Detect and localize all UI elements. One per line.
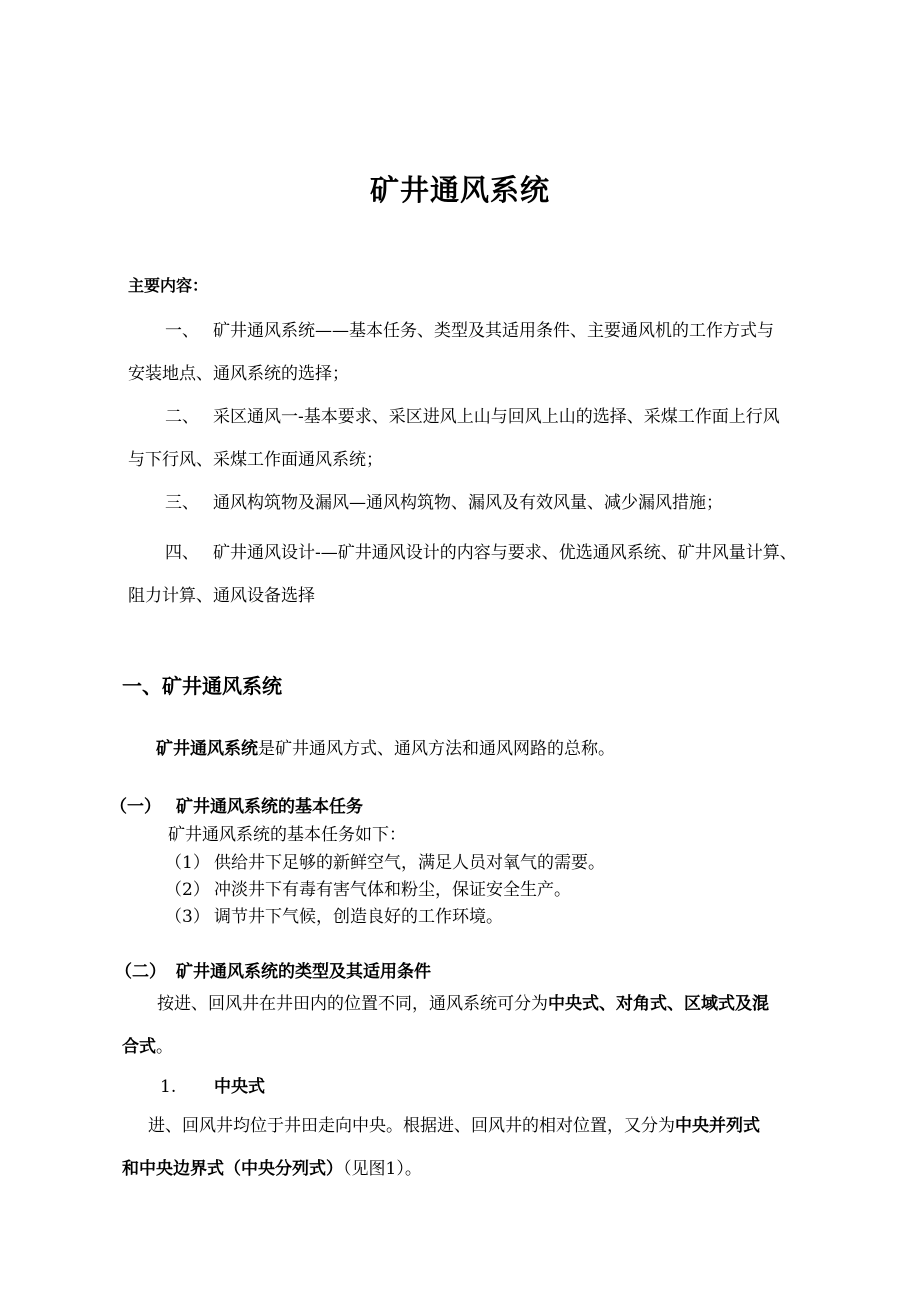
outline-item-2-line-2: 与下行风、采煤工作面通风系统； — [128, 450, 383, 470]
type-item-1-number: 1. — [160, 1077, 177, 1097]
outline-item-2-number: 二、 — [165, 407, 199, 427]
central-paragraph-end: （见图1）。 — [343, 1159, 422, 1179]
section-1-heading: 一、矿井通风系统 — [122, 674, 282, 698]
central-paragraph-text: 进、回风井均位于井田走向中央。根据进、回风井的相对位置，又分为 — [148, 1116, 675, 1136]
main-content-label: 主要内容： — [128, 276, 209, 295]
types-list-bold-continued: 合式 — [122, 1037, 156, 1057]
task-item-1-text: 供给井下足够的新鲜空气，满足人员对氧气的需要。 — [214, 853, 605, 873]
subsection-2-title: 矿井通风系统的类型及其适用条件 — [176, 962, 431, 982]
outline-item-3-line-1 — [165, 488, 723, 513]
task-item-2 — [165, 875, 571, 900]
outline-item-4-text: 矿井通风设计-—矿井通风设计的内容与要求、优选通风系统、矿井风量计算、 — [213, 543, 797, 563]
types-paragraph-text: 按进、回风井在井田内的位置不同，通风系统可分为 — [157, 994, 548, 1014]
central-parallel-bold: 中央并列式 — [675, 1116, 760, 1136]
subsection-1-title: 矿井通风系统的基本任务 — [176, 797, 363, 817]
outline-item-1-number: 一、 — [165, 321, 199, 341]
task-item-3-text: 调节井下气候，创造良好的工作环境。 — [214, 907, 503, 927]
outline-item-1-text: 矿井通风系统——基本任务、类型及其适用条件、主要通风机的工作方式与 — [213, 321, 774, 341]
types-paragraph-end: 。 — [156, 1037, 173, 1057]
outline-item-3-number: 三、 — [165, 493, 199, 513]
type-item-1-heading — [160, 1072, 265, 1097]
types-list-bold: 中央式、对角式、区域式及混 — [548, 994, 769, 1014]
task-item-2-text: 冲淡井下有毒有害气体和粉尘，保证安全生产。 — [214, 880, 571, 900]
central-paragraph-line-1 — [148, 1111, 760, 1136]
task-item-1 — [165, 848, 605, 873]
outline-item-3-text: 通风构筑物及漏风—通风构筑物、漏风及有效风量、减少漏风措施； — [213, 493, 723, 513]
task-item-1-number: （1） — [165, 853, 210, 873]
outline-item-4-line-2: 阻力计算、通风设备选择 — [128, 586, 315, 606]
subsection-2-heading — [115, 957, 431, 982]
task-item-3 — [165, 902, 503, 927]
outline-item-2-line-1 — [165, 402, 780, 427]
subsection-1-number: （一） — [110, 797, 161, 817]
outline-item-1-line-2: 安装地点、通风系统的选择； — [128, 364, 349, 384]
subsection-2-number: （二） — [115, 962, 166, 982]
subsection-1-heading — [110, 792, 363, 817]
task-item-3-number: （3） — [165, 907, 210, 927]
types-paragraph-line-2 — [122, 1032, 173, 1057]
outline-item-4-number: 四、 — [165, 543, 199, 563]
subsection-1-intro: 矿井通风系统的基本任务如下： — [168, 825, 406, 845]
type-item-1-title: 中央式 — [214, 1077, 265, 1097]
outline-item-2-text: 采区通风一-基本要求、采区进风上山与回风上山的选择、采煤工作面上行风 — [213, 407, 780, 427]
types-paragraph-line-1 — [157, 989, 769, 1014]
definition-term: 矿井通风系统 — [156, 739, 258, 759]
page-title: 矿井通风系统 — [369, 173, 550, 207]
central-boundary-bold: 和中央边界式（中央分列式） — [122, 1159, 343, 1179]
central-paragraph-line-2 — [122, 1154, 422, 1179]
outline-item-4-line-1 — [165, 538, 797, 563]
outline-item-1-line-1 — [165, 316, 774, 341]
task-item-2-number: （2） — [165, 880, 210, 900]
section-1-definition — [156, 734, 615, 759]
definition-text: 是矿井通风方式、通风方法和通风网路的总称。 — [258, 739, 615, 759]
